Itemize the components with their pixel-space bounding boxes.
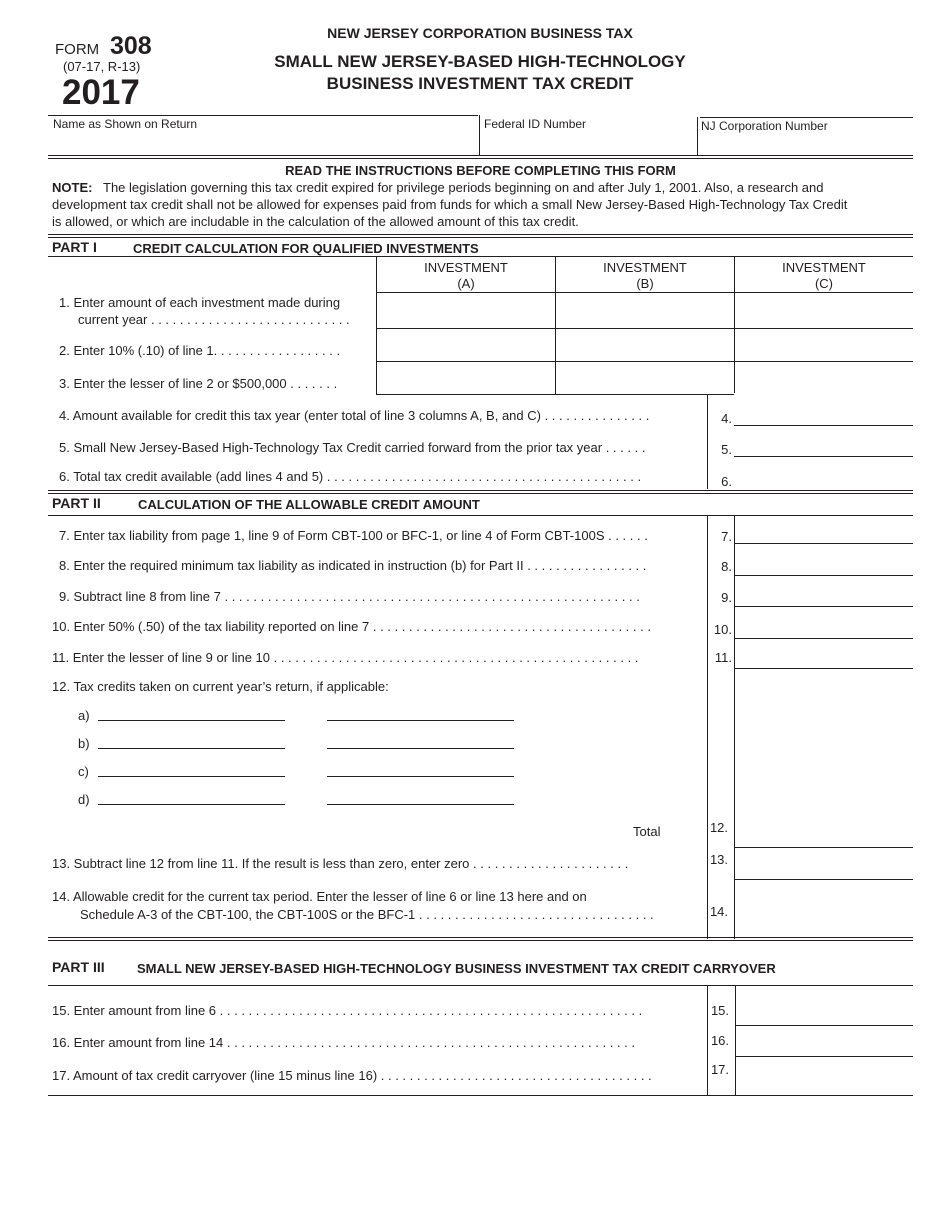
line1-col-a-input[interactable] xyxy=(378,294,555,327)
line4-label: 4. Amount available for credit this tax year (enter total of line 3 columns A, B, and C) . . . . . . . . . . . . . . . xyxy=(59,408,650,423)
part2-label: PART II xyxy=(52,495,101,511)
line2-col-b-input[interactable] xyxy=(557,330,734,360)
line12d-label: d) xyxy=(78,792,90,807)
line13-input[interactable] xyxy=(736,849,912,877)
col-a-header: INVESTMENT xyxy=(424,260,508,275)
form-revision: (07-17, R-13) xyxy=(63,59,141,74)
line3-label: 3. Enter the lesser of line 2 or $500,000 . . . . . . . xyxy=(59,376,338,391)
form-number: 308 xyxy=(110,32,152,60)
form-word: FORM xyxy=(55,41,100,58)
line6-label: 6. Total tax credit available (add lines 4 and 5) . . . . . . . . . . . . . . . . . . . . . . . . . . . . . . . . . . . . . . . . . . . . xyxy=(59,469,642,484)
line3-col-c-input[interactable] xyxy=(736,363,913,393)
line12a-description-input[interactable] xyxy=(98,720,285,721)
col-b-subheader: (B) xyxy=(636,276,654,291)
name-input[interactable] xyxy=(50,132,475,154)
line14-label: 14. Allowable credit for the current tax period. Enter the lesser of line 6 or line 13 here and on xyxy=(52,889,587,904)
form-title-line2: BUSINESS INVESTMENT TAX CREDIT xyxy=(326,74,634,93)
line12-total-label: Total xyxy=(633,824,661,839)
line17-box-number: 17. xyxy=(710,1062,730,1077)
line6-input[interactable] xyxy=(736,458,912,486)
line9-input[interactable] xyxy=(736,577,912,605)
nj-corp-number-input[interactable] xyxy=(700,134,912,154)
agency-title: NEW JERSEY CORPORATION BUSINESS TAX xyxy=(327,25,633,41)
line1-col-c-input[interactable] xyxy=(736,294,913,327)
line8-box-number: 8. xyxy=(721,559,732,574)
line14-box-number: 14. xyxy=(709,904,729,919)
line7-label: 7. Enter tax liability from page 1, line 9 of Form CBT-100 or BFC-1, or line 4 of Form CBT-100S . . . . . . xyxy=(59,528,648,543)
line10-input[interactable] xyxy=(736,608,912,636)
fein-field-label: Federal ID Number xyxy=(484,117,587,131)
line13-box-number: 13. xyxy=(709,852,729,867)
col-c-header: INVESTMENT xyxy=(782,260,866,275)
line1-label-cont: current year . . . . . . . . . . . . . . . . . . . . . . . . . . . . xyxy=(78,312,350,327)
line12c-description-input[interactable] xyxy=(98,776,285,777)
line7-box-number: 7. xyxy=(721,529,732,544)
form-title-line1: SMALL NEW JERSEY-BASED HIGH-TECHNOLOGY xyxy=(274,52,686,71)
line14-label-cont: Schedule A-3 of the CBT-100, the CBT-100S or the BFC-1 . . . . . . . . . . . . . . . . . . . . . . . . . . . . . . . . . xyxy=(80,907,654,922)
line12d-description-input[interactable] xyxy=(98,804,285,805)
line12-total-input[interactable] xyxy=(736,670,912,846)
line11-box-number: 11. xyxy=(714,650,732,665)
line16-box-number: 16. xyxy=(710,1033,730,1048)
line2-label: 2. Enter 10% (.10) of line 1. . . . . . . . . . . . . . . . . . xyxy=(59,343,341,358)
name-field-label: Name as Shown on Return xyxy=(53,117,198,131)
part3-title: SMALL NEW JERSEY-BASED HIGH-TECHNOLOGY BUSINESS INVESTMENT TAX CREDIT CARRYOVER xyxy=(137,961,776,976)
line12b-amount-input[interactable] xyxy=(327,748,514,749)
note-line-1: The legislation governing this tax credit expired for privilege periods beginning on and after July 1, 2001. Also, a research and xyxy=(103,180,824,195)
line13-label: 13. Subtract line 12 from line 11. If the result is less than zero, enter zero . . . . . . . . . . . . . . . . . . . . . . xyxy=(52,856,629,871)
line14-input[interactable] xyxy=(736,881,912,937)
line10-box-number: 10. xyxy=(713,622,732,637)
read-instructions-heading: READ THE INSTRUCTIONS BEFORE COMPLETING THIS FORM xyxy=(285,163,676,178)
fein-input[interactable] xyxy=(482,132,694,154)
line11-label: 11. Enter the lesser of line 9 or line 10 . . . . . . . . . . . . . . . . . . . . . . . . . . . . . . . . . . . . . . . . . . . . . . . . . . . xyxy=(52,650,639,665)
line4-box-number: 4. xyxy=(721,411,732,426)
line9-box-number: 9. xyxy=(721,590,732,605)
line16-label: 16. Enter amount from line 14 . . . . . . . . . . . . . . . . . . . . . . . . . . . . . . . . . . . . . . . . . . . . . . . . . . . . . . . . . xyxy=(52,1035,636,1050)
line5-input[interactable] xyxy=(736,427,912,455)
line2-col-a-input[interactable] xyxy=(378,330,555,360)
line15-input[interactable] xyxy=(737,987,912,1024)
nj-corp-number-label: NJ Corporation Number xyxy=(701,119,828,133)
col-c-subheader: (C) xyxy=(814,276,834,291)
line12c-amount-input[interactable] xyxy=(327,776,514,777)
part2-title: CALCULATION OF THE ALLOWABLE CREDIT AMOUNT xyxy=(138,497,480,512)
line8-label: 8. Enter the required minimum tax liability as indicated in instruction (b) for Part II . . . . . . . . . . . . . . . . . xyxy=(59,558,647,573)
note-line-3: is allowed, or which are includable in the calculation of the allowed amount of this tax credit. xyxy=(52,214,579,229)
line12d-amount-input[interactable] xyxy=(327,804,514,805)
line1-label: 1. Enter amount of each investment made during xyxy=(59,295,341,310)
line1-col-b-input[interactable] xyxy=(557,294,734,327)
line3-col-b-input[interactable] xyxy=(557,363,734,393)
line12a-label: a) xyxy=(78,708,90,723)
line15-box-number: 15. xyxy=(710,1003,730,1018)
line16-input[interactable] xyxy=(737,1027,912,1055)
col-a-subheader: (A) xyxy=(457,276,475,291)
line8-input[interactable] xyxy=(736,545,912,573)
line3-col-a-input[interactable] xyxy=(378,363,555,393)
line2-col-c-input[interactable] xyxy=(736,330,913,360)
part1-label: PART I xyxy=(52,239,97,255)
form-year: 2017 xyxy=(62,73,140,112)
part1-title: CREDIT CALCULATION FOR QUALIFIED INVESTMENTS xyxy=(133,241,479,256)
line4-input[interactable] xyxy=(736,396,912,424)
line10-label: 10. Enter 50% (.50) of the tax liability reported on line 7 . . . . . . . . . . . . . . . . . . . . . . . . . . . . . . . . . . . . . . . xyxy=(52,619,651,634)
line12-label: 12. Tax credits taken on current year’s return, if applicable: xyxy=(52,679,389,694)
line5-box-number: 5. xyxy=(721,442,732,457)
line17-label: 17. Amount of tax credit carryover (line 15 minus line 16) . . . . . . . . . . . . . . . . . . . . . . . . . . . . . . . . . . . . . . xyxy=(52,1068,652,1083)
note-line-2: development tax credit shall not be allowed for expenses paid from funds for which a small New Jersey-Based High-Technology Tax Credit xyxy=(52,197,848,212)
line12-box-number: 12. xyxy=(709,820,729,835)
line17-input[interactable] xyxy=(737,1058,912,1094)
line15-label: 15. Enter amount from line 6 . . . . . . . . . . . . . . . . . . . . . . . . . . . . . . . . . . . . . . . . . . . . . . . . . . . . . . . . . . . xyxy=(52,1003,643,1018)
line5-label: 5. Small New Jersey-Based High-Technology Tax Credit carried forward from the prior tax year . . . . . . xyxy=(59,440,646,455)
part3-label: PART III xyxy=(52,959,105,975)
line12a-amount-input[interactable] xyxy=(327,720,514,721)
col-b-header: INVESTMENT xyxy=(603,260,687,275)
line9-label: 9. Subtract line 8 from line 7 . . . . . . . . . . . . . . . . . . . . . . . . . . . . . . . . . . . . . . . . . . . . . . . . . . . . . . . . . . xyxy=(59,589,640,604)
line12c-label: c) xyxy=(78,764,89,779)
line12b-label: b) xyxy=(78,736,90,751)
line12b-description-input[interactable] xyxy=(98,748,285,749)
line7-input[interactable] xyxy=(736,516,912,542)
note-label: NOTE: xyxy=(52,180,93,195)
line11-input[interactable] xyxy=(736,640,912,668)
line6-box-number: 6. xyxy=(721,474,732,489)
